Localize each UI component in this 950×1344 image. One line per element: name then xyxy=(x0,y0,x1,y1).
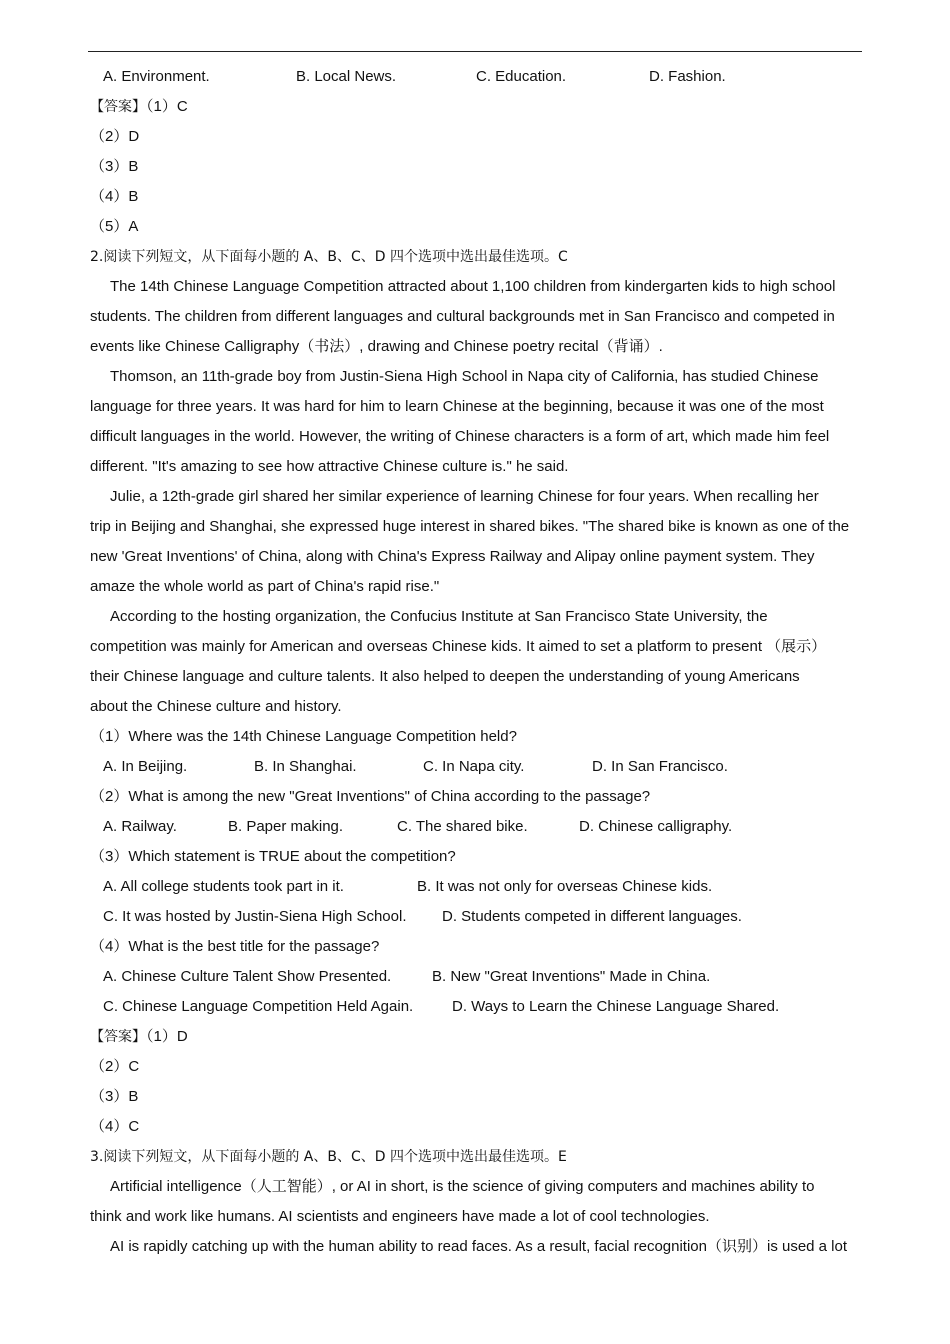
q2-passage-line: Thomson, an 11th-grade boy from Justin-Siena High School in Napa city of California, has studied Chinese xyxy=(110,368,819,385)
header-rule xyxy=(88,51,862,52)
answer-label: 【答案】 xyxy=(90,1029,146,1045)
q1-answer-5: （5）A xyxy=(90,218,139,235)
q2-question-2-stem: （2）What is among the new "Great Inventions" of China according to the passage? xyxy=(90,788,651,805)
q2-passage-line: new 'Great Inventions' of China, along with China's Express Railway and Alipay online payment system. They xyxy=(90,548,815,565)
q2-answer-1: （1）D xyxy=(146,1028,188,1045)
document-body xyxy=(90,62,862,1262)
answer-label: 【答案】 xyxy=(90,99,146,115)
q2-question-3-stem: （3）Which statement is TRUE about the competition? xyxy=(90,848,456,865)
option-a: A. Railway. xyxy=(103,818,177,835)
q1-answer-3: （3）B xyxy=(90,158,139,175)
option-c: C. It was hosted by Justin-Siena High School. xyxy=(103,908,407,925)
q2-question-4-stem: （4）What is the best title for the passage? xyxy=(90,938,380,955)
q2-answer-4: （4）C xyxy=(90,1118,140,1135)
q2-passage-line: difficult languages in the world. However, the writing of Chinese characters is a form of art, which made him feel xyxy=(90,428,830,445)
q2-passage-line: amaze the whole world as part of China's rapid rise." xyxy=(90,578,440,595)
q2-passage-line: their Chinese language and culture talents. It also helped to deepen the understanding of young Americans xyxy=(90,668,800,685)
q3-passage-line: think and work like humans. AI scientists and engineers have made a lot of cool technologies. xyxy=(90,1208,710,1225)
q2-question-1-stem: （1）Where was the 14th Chinese Language Competition held? xyxy=(90,728,517,745)
q1-answer-line xyxy=(90,92,862,122)
q2-passage-line: events like Chinese Calligraphy（书法）, drawing and Chinese poetry recital（背诵）. xyxy=(90,338,663,355)
q2-answer-3: （3）B xyxy=(90,1088,139,1105)
option-c: C. The shared bike. xyxy=(397,818,528,835)
q1-option-d: D. Fashion. xyxy=(649,68,726,85)
q2-passage-line: trip in Beijing and Shanghai, she expressed huge interest in shared bikes. "The shared bike is known as one of the xyxy=(90,518,850,535)
option-d: D. In San Francisco. xyxy=(592,758,728,775)
q2-passage-line: about the Chinese culture and history. xyxy=(90,698,342,715)
q2-question-4-options-row2 xyxy=(90,992,862,1022)
q1-options-row xyxy=(90,62,862,92)
q2-question-4-options-row1 xyxy=(90,962,862,992)
q3-passage-line: AI is rapidly catching up with the human ability to read faces. As a result, facial recognition（识别）is used a lot xyxy=(110,1238,848,1255)
option-a: A. In Beijing. xyxy=(103,758,188,775)
option-b: B. New "Great Inventions" Made in China. xyxy=(432,968,711,985)
option-d: D. Students competed in different languages. xyxy=(442,908,742,925)
option-a: A. Chinese Culture Talent Show Presented. xyxy=(103,968,392,985)
q2-question-3-options-row1 xyxy=(90,872,862,902)
option-b: B. It was not only for overseas Chinese kids. xyxy=(417,878,713,895)
option-b: B. In Shanghai. xyxy=(254,758,357,775)
q2-question-3-options-row2 xyxy=(90,902,862,932)
q2-passage-line: According to the hosting organization, the Confucius Institute at San Francisco State University, the xyxy=(110,608,768,625)
q2-answer-2: （2）C xyxy=(90,1058,140,1075)
q2-passage-line: different. "It's amazing to see how attractive Chinese culture is." he said. xyxy=(90,458,569,475)
q1-answer-1: （1）C xyxy=(146,98,188,115)
q1-answer-4: （4）B xyxy=(90,188,139,205)
q3-heading: 3.阅读下列短文，从下面每小题的 A、B、C、D 四个选项中选出最佳选项。E xyxy=(90,1149,567,1165)
q2-question-2-options xyxy=(90,812,862,842)
q1-option-a: A. Environment. xyxy=(103,68,210,85)
q1-answer-2: （2）D xyxy=(90,128,140,145)
q2-question-1-options xyxy=(90,752,862,782)
q3-passage-line: Artificial intelligence（人工智能）, or AI in short, is the science of giving computers and machines ability to xyxy=(110,1178,815,1195)
q2-passage-line: competition was mainly for American and overseas Chinese kids. It aimed to set a platform to present （展示） xyxy=(90,638,827,655)
option-c: C. In Napa city. xyxy=(423,758,525,775)
q2-answer-line xyxy=(90,1022,862,1052)
q1-option-b: B. Local News. xyxy=(296,68,397,85)
option-d: D. Ways to Learn the Chinese Language Shared. xyxy=(452,998,780,1015)
q2-passage-line: Julie, a 12th-grade girl shared her similar experience of learning Chinese for four years. When recalling her xyxy=(110,488,819,505)
q2-passage-line: students. The children from different languages and cultural backgrounds met in San Francisco and competed in xyxy=(90,308,835,325)
q1-option-c: C. Education. xyxy=(476,68,567,85)
q2-passage-line: language for three years. It was hard for him to learn Chinese at the beginning, because it was one of the most xyxy=(90,398,824,415)
option-a: A. All college students took part in it. xyxy=(103,878,344,895)
option-c: C. Chinese Language Competition Held Again. xyxy=(103,998,414,1015)
q2-heading: 2.阅读下列短文，从下面每小题的 A、B、C、D 四个选项中选出最佳选项。C xyxy=(90,249,568,265)
q2-passage-line: The 14th Chinese Language Competition attracted about 1,100 children from kindergarten kids to high school xyxy=(110,278,836,295)
option-b: B. Paper making. xyxy=(228,818,344,835)
option-d: D. Chinese calligraphy. xyxy=(579,818,733,835)
